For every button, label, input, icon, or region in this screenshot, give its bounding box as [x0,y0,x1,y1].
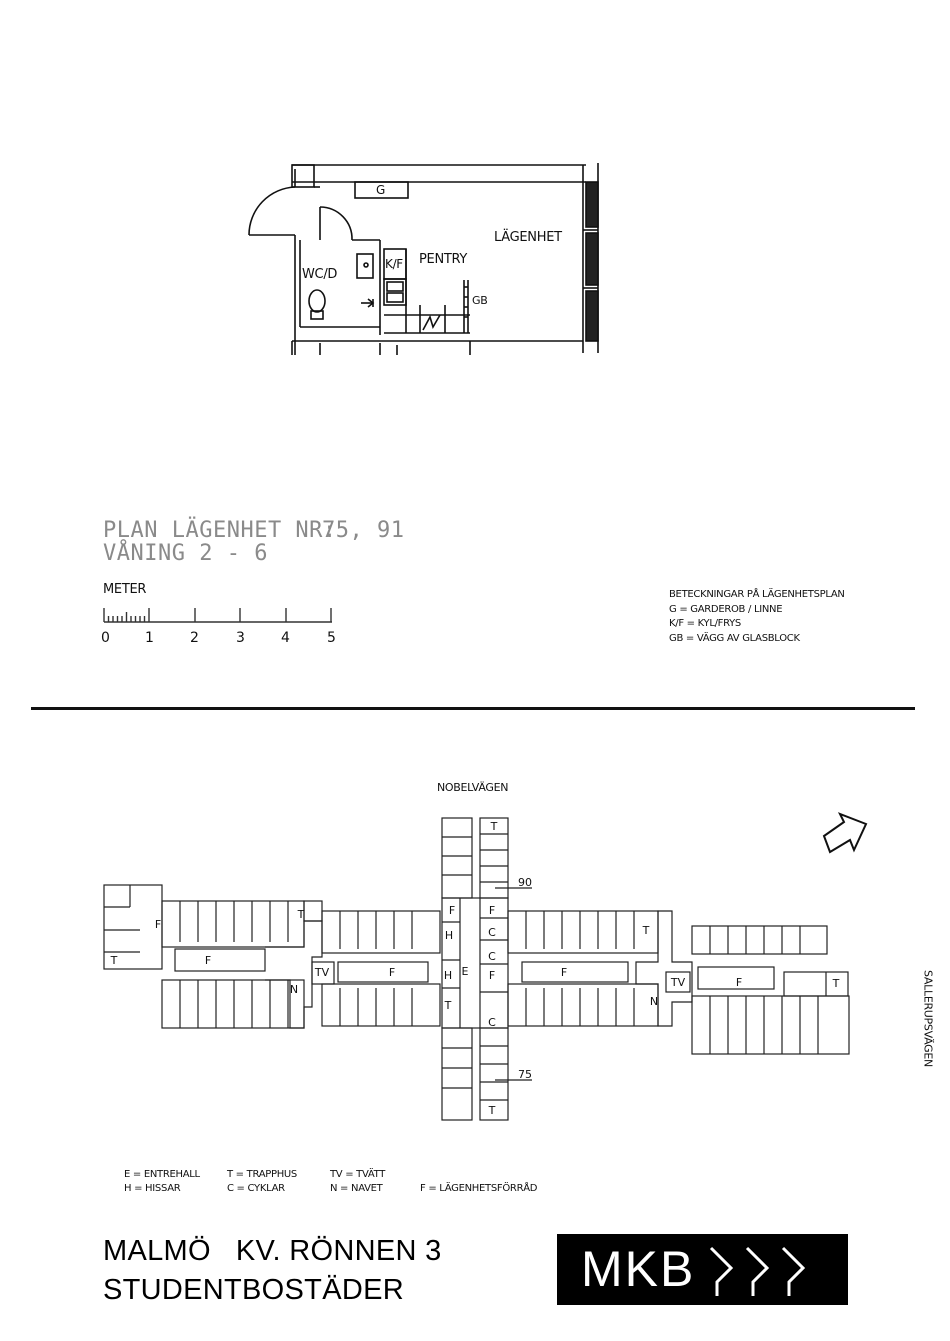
scale-unit-label: METER [103,582,147,597]
room-code-e: E [461,965,469,978]
site-plan [100,812,860,1124]
room-code-n: N [289,983,299,996]
mkb-logo [557,1234,848,1305]
room-code-t: T [488,1104,496,1117]
footer-subtitle: STUDENTBOSTÄDER [103,1274,404,1306]
scale-tick-0: 0 [101,630,110,646]
section-divider [31,707,915,710]
room-code-f: F [154,918,162,931]
apartment-legend-item: G = GARDEROB / LINNE [669,603,783,615]
room-code-f: F [488,904,496,917]
site-legend-item: TV = TVÄTT [330,1169,386,1180]
room-code-t: T [642,924,650,937]
marker-apartment-90: 90 [518,876,532,889]
room-code-c: C [488,950,496,963]
room-code-tv: TV [314,966,330,979]
mkb-logo-text: MKB [581,1241,696,1297]
apartment-legend-item: K/F = KYL/FRYS [669,618,741,629]
room-code-t: T [490,820,498,833]
site-legend-item: N = NAVET [330,1183,383,1194]
room-code-f: F [448,904,456,917]
street-name-east: SALLERUPSVÄGEN [921,970,935,1067]
room-code-tv: TV [670,976,686,989]
scale-tick-3: 3 [236,630,245,646]
plan-apartment-number-value: 75, 91 [322,518,405,543]
scale-tick-5: 5 [327,630,336,646]
label-kf: K/F [385,257,403,271]
apartment-legend-title: BETECKNINGAR PÅ LÄGENHETSPLAN [669,589,845,600]
room-code-t: T [297,908,305,921]
label-lagenhet: LÄGENHET [494,230,562,245]
room-code-f: F [388,966,396,979]
room-code-f: F [204,954,212,967]
scale-tick-4: 4 [281,630,290,646]
room-code-f: F [735,976,743,989]
room-code-t: T [444,999,452,1012]
plan-apartment-number-label: PLAN LÄGENHET NR: [103,518,337,543]
label-pentry: PENTRY [419,252,468,267]
room-code-h: H [444,929,454,942]
site-plan-room-labels [110,820,840,1117]
site-legend-item: C = CYKLAR [227,1183,285,1194]
mkb-logo-chevrons-icon [707,1242,837,1298]
room-code-t: T [110,954,118,967]
room-code-f: F [488,969,496,982]
street-name-north: NOBELVÄGEN [437,781,509,794]
site-legend-item: E = ENTREHALL [124,1169,200,1180]
label-g: G [376,183,385,197]
scale-bar [100,600,340,630]
label-wc: WC/D [302,267,338,282]
site-legend-item: H = HISSAR [124,1183,181,1194]
room-code-n: N [649,995,659,1008]
site-legend-item: T = TRAPPHUS [227,1169,297,1180]
apartment-legend [669,588,845,646]
scale-tick-2: 2 [190,630,199,646]
site-legend-item: F = LÄGENHETSFÖRRÅD [420,1183,538,1194]
scale-tick-1: 1 [145,630,154,646]
plan-floor-range: VÅNING 2 - 6 [103,541,268,566]
room-code-f: F [560,966,568,979]
room-code-c: C [488,926,496,939]
marker-apartment-75: 75 [518,1068,532,1081]
label-gb: GB [472,294,488,307]
room-code-c: C [488,1016,496,1029]
room-code-t: T [832,977,840,990]
room-code-h: H [443,969,453,982]
footer-location: MALMÖ KV. RÖNNEN 3 [103,1235,442,1267]
apartment-legend-item: GB = VÄGG AV GLASBLOCK [669,632,800,644]
